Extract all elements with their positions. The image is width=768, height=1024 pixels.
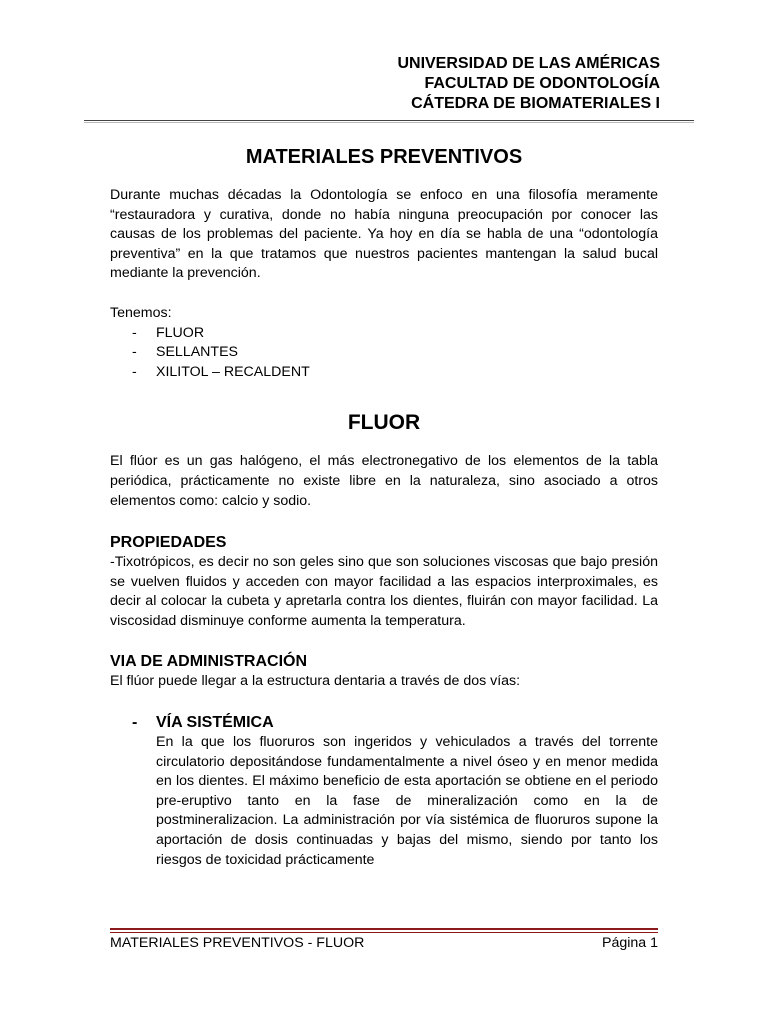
sistemica-heading: - VÍA SISTÉMICA xyxy=(132,714,274,732)
list-item: - FLUOR xyxy=(110,324,658,344)
footer-divider-thin xyxy=(110,932,658,933)
footer-divider xyxy=(110,928,658,930)
list-item: - SELLANTES xyxy=(110,343,658,363)
footer-title: MATERIALES PREVENTIVOS - FLUOR xyxy=(110,935,365,951)
page-footer xyxy=(110,934,658,952)
propiedades-heading: PROPIEDADES xyxy=(110,534,227,552)
department-name: CÁTEDRA DE BIOMATERIALES I xyxy=(411,95,660,112)
list-item: - XILITOL – RECALDENT xyxy=(110,363,658,383)
faculty-name: FACULTAD DE ODONTOLOGÍA xyxy=(424,75,660,92)
sistemica-paragraph: En la que los fluoruros son ingeridos y vehiculados a través del torrente circulatorio depositándose fundamentalmente a nivel óseo y en menor medida en los dientes. El máximo beneficio de esta aportación se obtiene en el periodo pre-eruptivo tanto en la fase de mineralización como en la de postmineralizacion. La administración por vía sistémica de fluoruros supone la aportación de dosis continuadas y bajas del mismo, siendo por tanto los riesgos de toxicidad prácticamente xyxy=(156,734,658,868)
university-name: UNIVERSIDAD DE LAS AMÉRICAS xyxy=(397,55,660,72)
materials-list xyxy=(110,324,658,383)
fluor-section-title: FLUOR xyxy=(347,411,421,435)
header-divider-shadow xyxy=(84,122,694,123)
document-title: MATERIALES PREVENTIVOS xyxy=(245,146,523,168)
fluor-paragraph: El flúor es un gas halógeno, el más electronegativo de los elementos de la tabla periódica, prácticamente no existe libre en la naturaleza, sino asociado a otros elementos como: calcio y sodio. xyxy=(110,453,658,509)
propiedades-paragraph: -Tixotrópicos, es decir no son geles sino que son soluciones viscosas que bajo presión se vuelven fluidos y acceden con mayor facilidad a las espacios interproximales, es decir al colocar la cubeta y apretarla contra los dientes, fluirán con mayor facilidad. La viscosidad disminuye conforme aumenta la temperatura. xyxy=(110,554,658,629)
list-dash: - xyxy=(132,363,137,380)
document-body xyxy=(110,144,658,870)
via-heading: VIA DE ADMINISTRACIÓN xyxy=(110,652,308,670)
via-paragraph: El flúor puede llegar a la estructura dentaria a través de dos vías: xyxy=(110,672,521,689)
bullet-dash: - xyxy=(132,714,138,732)
page-number: Página 1 xyxy=(601,935,658,951)
list-dash: - xyxy=(132,324,137,341)
header-divider xyxy=(84,120,694,121)
page-header xyxy=(397,54,660,114)
tenemos-label: Tenemos: xyxy=(110,304,172,321)
list-dash: - xyxy=(132,344,137,361)
intro-paragraph: Durante muchas décadas la Odontología se enfoco en una filosofía meramente “restauradora y curativa, donde no había ninguna preocupación por conocer las causas de los problemas del paciente. Ya hoy en día se habla de una “odontología preventiva” en la que tratamos que nuestros pacientes mantengan la salud bucal mediante la prevención. xyxy=(110,187,658,282)
